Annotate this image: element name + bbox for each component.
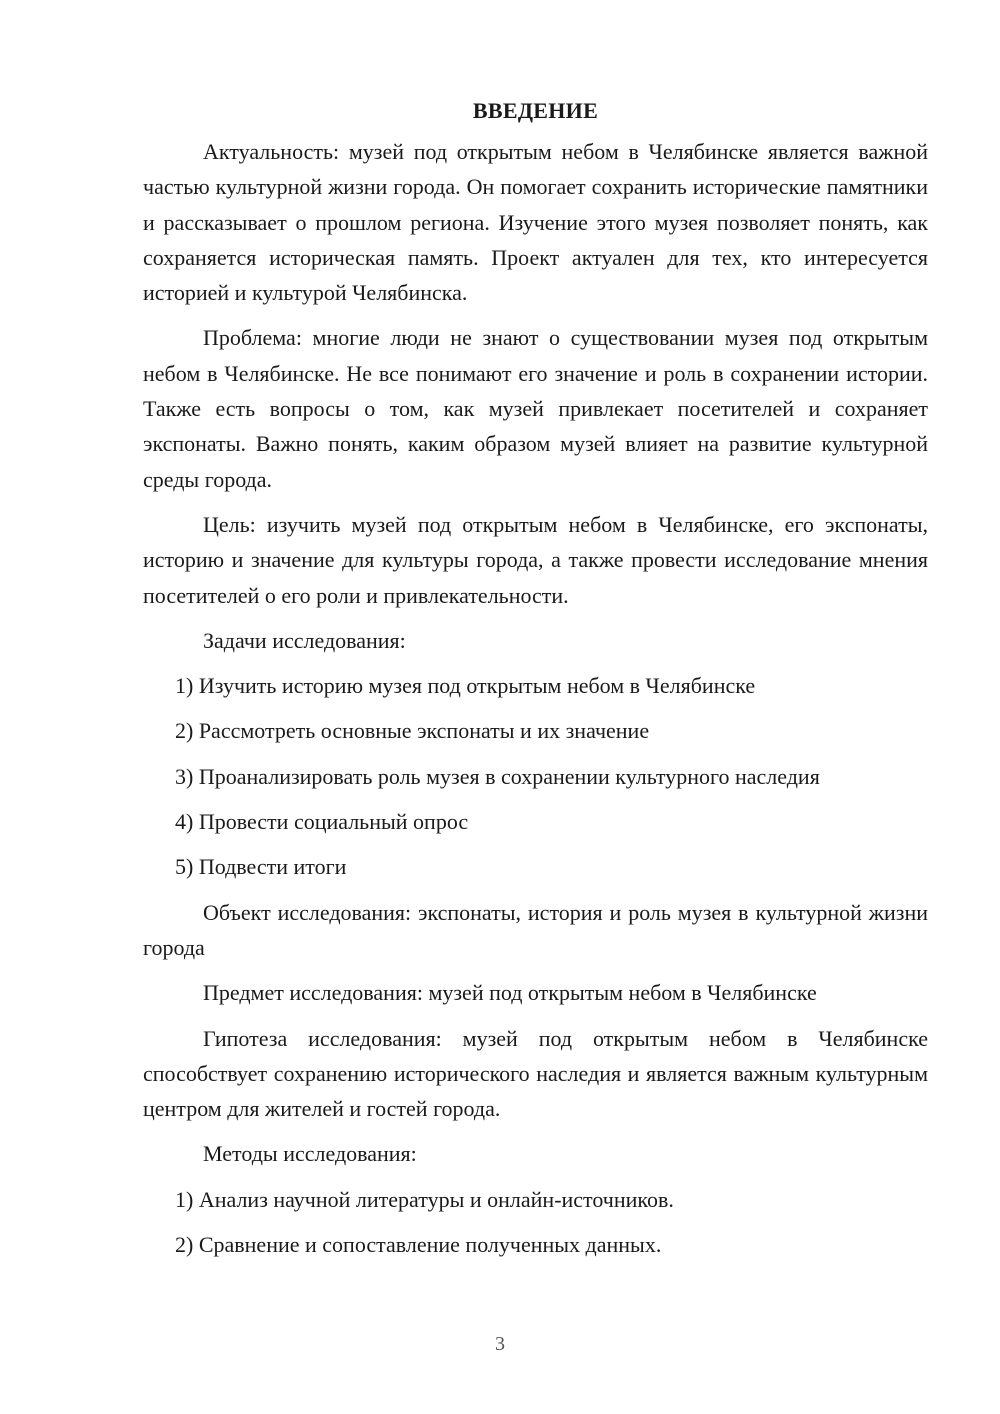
tasks-heading: Задачи исследования: bbox=[203, 627, 406, 653]
list-item: 4) Провести социальный опрос bbox=[175, 809, 469, 835]
problem-paragraph: Проблема: многие люди не знают о существовании музея под открытым небом в Челябинске. Не все понимают его значение и роль в сохранении истории. Также есть вопросы о том, как музей привлекает посетителей и сохраняет экспонаты. Важно понять, каким образом музей влияет на развитие культурной среды города. bbox=[143, 325, 928, 492]
methods-list bbox=[143, 1182, 928, 1263]
list-item: 1) Анализ научной литературы и онлайн-источников. bbox=[175, 1186, 674, 1212]
page-number: 3 bbox=[495, 1333, 505, 1355]
document-page bbox=[143, 96, 928, 1272]
methods-heading: Методы исследования: bbox=[203, 1141, 417, 1167]
relevance-paragraph: Актуальность: музей под открытым небом в Челябинске является важной частью культурной жизни города. Он помогает сохранить исторические памятники и рассказывает о прошлом региона. Изучение этого музея позволяет понять, как сохраняется историческая память. Проект актуален для тех, кто интересуется историей и культурой Челябинска. bbox=[143, 139, 928, 306]
list-item: 1) Изучить историю музея под открытым небом в Челябинске bbox=[175, 673, 756, 699]
hypothesis-paragraph: Гипотеза исследования: музей под открытым небом в Челябинске способствует сохранению исторического наследия и является важным культурным центром для жителей и гостей города. bbox=[143, 1025, 928, 1122]
object-paragraph: Объект исследования: экспонаты, история и роль музея в культурной жизни города bbox=[143, 899, 928, 960]
list-item: 2) Сравнение и сопоставление полученных данных. bbox=[175, 1232, 662, 1258]
goal-paragraph: Цель: изучить музей под открытым небом в Челябинске, его экспонаты, историю и значение для культуры города, а также провести исследование мнения посетителей о его роли и привлекательности. bbox=[143, 511, 928, 608]
section-title: ВВЕДЕНИЕ bbox=[472, 98, 599, 123]
list-item: 5) Подвести итоги bbox=[175, 854, 347, 880]
list-item: 2) Рассмотреть основные экспонаты и их значение bbox=[175, 718, 650, 744]
list-item: 3) Проанализировать роль музея в сохранении культурного наследия bbox=[175, 763, 820, 789]
subject-paragraph: Предмет исследования: музей под открытым небом в Челябинске bbox=[203, 980, 817, 1006]
tasks-list bbox=[143, 668, 928, 884]
